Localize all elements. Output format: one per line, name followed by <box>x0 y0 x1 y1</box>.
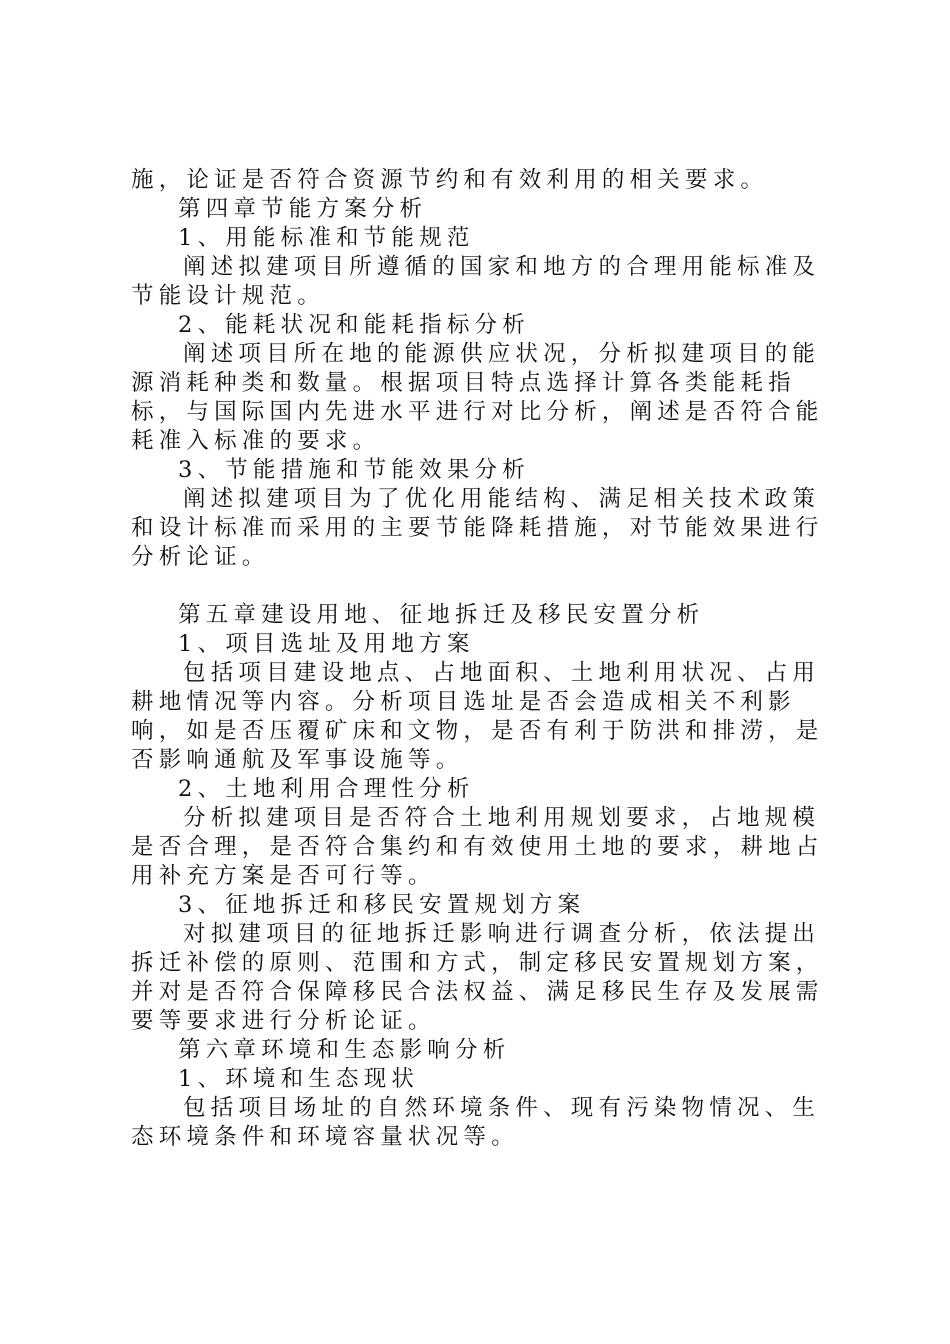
section-heading-energy-standards: 1、用能标准和节能规范 <box>178 225 475 251</box>
section-heading-site-selection: 1、项目选址及用地方案 <box>178 631 475 657</box>
section-heading-energy-measures: 3、节能措施和节能效果分析 <box>178 457 530 483</box>
section-heading-energy-consumption: 2、能耗状况和能耗指标分析 <box>178 312 530 338</box>
paragraph-continuation: 施，论证是否符合资源节约和有效利用的相关要求。 <box>131 167 769 193</box>
section-heading-land-use: 2、土地利用合理性分析 <box>178 776 475 802</box>
paragraph-energy-standards: 阐述拟建项目所遵循的国家和地方的合理用能标准及节能设计规范。 <box>131 254 821 309</box>
document-body <box>131 166 831 1152</box>
paragraph-energy-consumption: 阐述项目所在地的能源供应状况，分析拟建项目的能源消耗种类和数量。根据项目特点选择计算各类能耗指标，与国际国内先进水平进行对比分析，阐述是否符合能耗准入标准的要求。 <box>131 341 824 454</box>
paragraph-gap <box>131 572 831 601</box>
chapter-6-heading: 第六章环境和生态影响分析 <box>178 1037 511 1063</box>
paragraph-energy-measures: 阐述拟建项目为了优化用能结构、满足相关技术政策和设计标准而采用的主要节能降耗措施，对节能效果进行分析论证。 <box>131 486 824 570</box>
paragraph-environment-status: 包括项目场址的自然环境条件、现有污染物情况、生态环境条件和环境容量状况等。 <box>131 1095 821 1150</box>
section-heading-resettlement: 3、征地拆迁和移民安置规划方案 <box>178 892 586 918</box>
paragraph-land-use: 分析拟建项目是否符合土地利用规划要求，占地规模是否合理，是否符合集约和有效使用土地的要求，耕地占用补充方案是否可行等。 <box>131 805 824 889</box>
paragraph-resettlement: 对拟建项目的征地拆迁影响进行调查分析，依法提出拆迁补偿的原则、范围和方式，制定移民安置规划方案，并对是否符合保障移民合法权益、满足移民生存及发展需要等要求进行分析论证。 <box>131 921 824 1034</box>
paragraph-site-selection: 包括项目建设地点、占地面积、土地利用状况、占用耕地情况等内容。分析项目选址是否会造成相关不利影响，如是否压覆矿床和文物，是否有利于防洪和排涝，是否影响通航及军事设施等。 <box>131 660 824 773</box>
section-heading-environment-status: 1、环境和生态现状 <box>178 1066 420 1092</box>
chapter-5-heading: 第五章建设用地、征地拆迁及移民安置分析 <box>178 602 705 628</box>
chapter-4-heading: 第四章节能方案分析 <box>178 196 428 222</box>
